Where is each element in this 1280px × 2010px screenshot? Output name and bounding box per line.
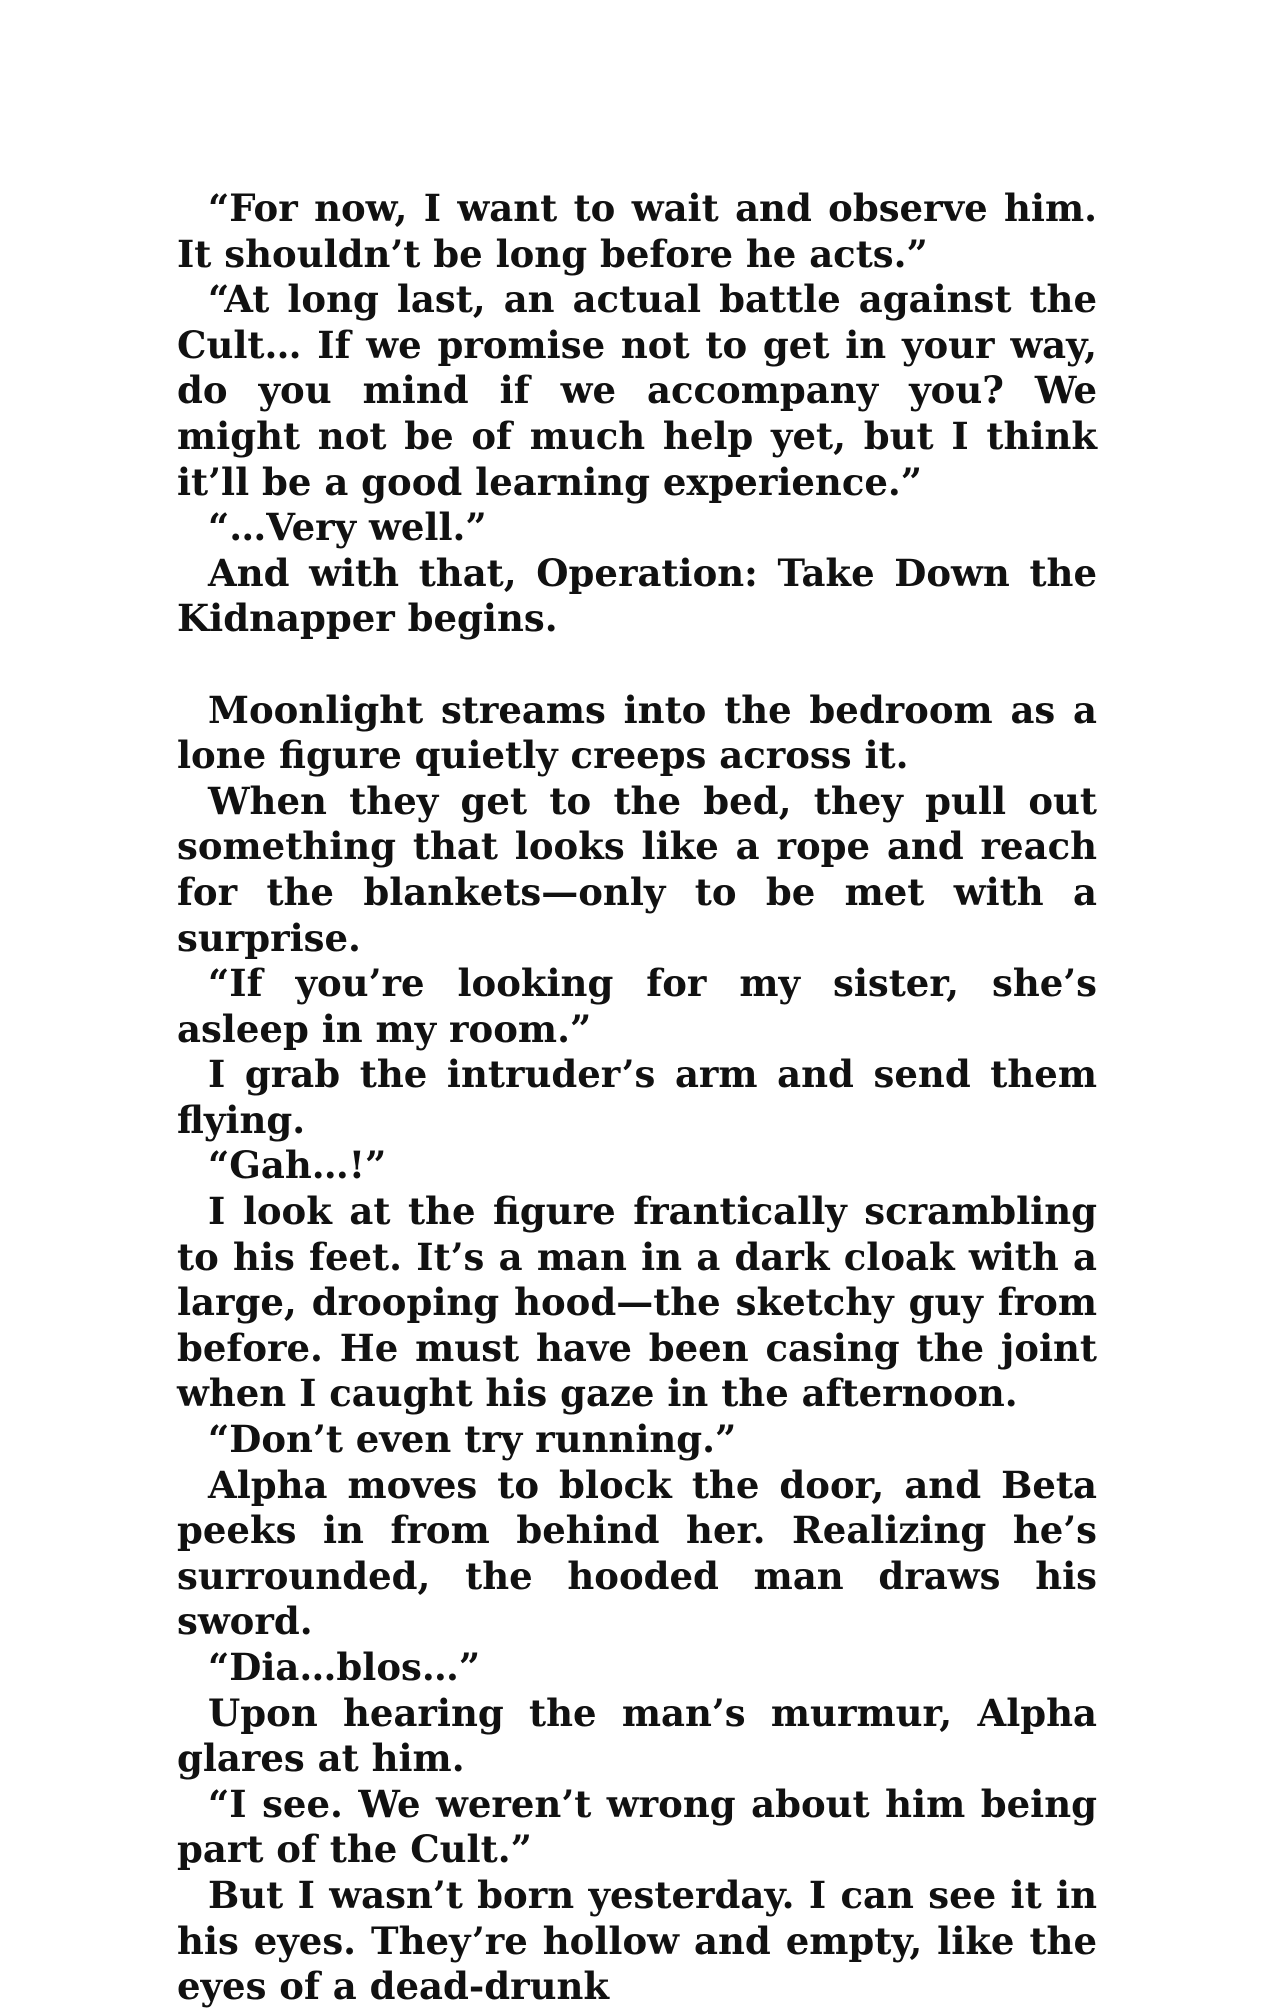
paragraph: “…Very well.” <box>208 505 487 550</box>
paragraph: I grab the intruder’s arm and send them flying. <box>177 1052 1097 1142</box>
paragraph: When they get to the bed, they pull out something that looks like a rope and reach for the blankets—only to be met with a surprise. <box>177 778 1097 960</box>
paragraph: “Dia…blos…” <box>208 1645 481 1689</box>
paragraph: Moonlight streams into the bedroom as a lone figure quietly creeps across it. <box>177 687 1097 778</box>
paragraph: “Don’t even try running.” <box>208 1417 737 1462</box>
paragraph: I look at the figure frantically scrambling to his feet. It’s a man in a dark cloak with a large, drooping hood—the sketchy guy from before. He must have been casing the joint when I caught his gaze in the afternoon. <box>177 1189 1097 1416</box>
paragraph: “I see. We weren’t wrong about him being part of the Cult.” <box>177 1781 1097 1872</box>
paragraph: “For now, I want to wait and observe him. It shouldn’t be long before he acts.” <box>177 186 1097 276</box>
paragraph: “If you’re looking for my sister, she’s asleep in my room.” <box>177 961 1097 1051</box>
page-text <box>177 186 1097 2010</box>
scene-break <box>177 642 1097 688</box>
paragraph: “Gah…!” <box>208 1143 387 1188</box>
paragraph: And with that, Operation: Take Down the Kidnapper begins. <box>177 550 1097 641</box>
paragraph: But I wasn’t born yesterday. I can see it in his eyes. They’re hollow and empty, like the eyes of a dead-drunk <box>177 1872 1097 2009</box>
paragraph: “At long last, an actual battle against the Cult… If we promise not to get in your way, do you mind if we accompany you? We might not be of much help yet, but I think it’ll be a good learning experience.” <box>177 277 1097 504</box>
paragraph: Upon hearing the man’s murmur, Alpha glares at him. <box>177 1690 1097 1781</box>
paragraph: Alpha moves to block the door, and Beta peeks in from behind her. Realizing he’s surrounded, the hooded man draws his sword. <box>177 1462 1097 1644</box>
